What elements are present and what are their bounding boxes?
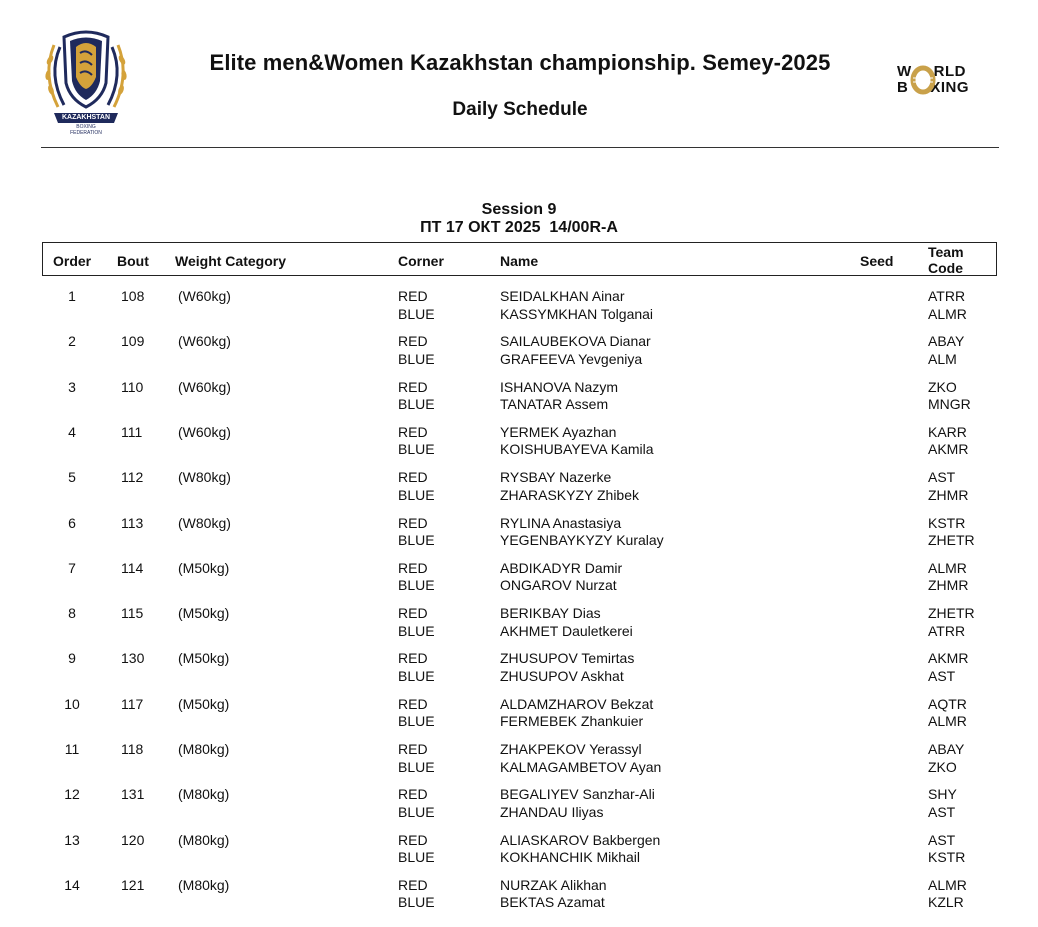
team-code-cell [928, 605, 975, 640]
red-boxer-name: BEGALIYEV Sanzhar-Ali [500, 786, 655, 803]
blue-corner-label: BLUE [398, 849, 435, 866]
blue-boxer-name: KOKHANCHIK Mikhail [500, 849, 641, 866]
red-corner-label: RED [398, 876, 428, 893]
order-cell: 12 [64, 786, 80, 803]
blue-team-code: AST [928, 803, 956, 820]
bout-row [0, 696, 1038, 736]
bout-row [0, 560, 1038, 600]
red-team-code: ALMR [928, 876, 967, 893]
boxer-names-cell [500, 786, 655, 821]
red-boxer-name: ALDAMZHAROV Bekzat [500, 695, 654, 712]
red-corner-label: RED [398, 333, 428, 350]
red-boxer-name: ISHANOVA Nazym [500, 378, 618, 395]
column-header-name: Name [500, 253, 539, 269]
red-boxer-name: BERIKBAY Dias [500, 605, 601, 622]
boxer-names-cell [500, 650, 634, 685]
corner-cell [398, 560, 435, 595]
red-corner-label: RED [398, 695, 428, 712]
header-divider [41, 147, 999, 148]
bout-row [0, 832, 1038, 872]
red-team-code: AQTR [928, 695, 967, 712]
corner-cell [398, 696, 435, 731]
team-code-cell [928, 650, 968, 685]
corner-cell [398, 786, 435, 821]
boxer-names-cell [500, 288, 653, 323]
boxing-ring-icon [910, 65, 936, 95]
team-code-cell [928, 877, 967, 912]
weight-category-cell: (M50kg) [178, 650, 230, 667]
column-header-team-line2: Code [928, 260, 963, 276]
team-code-cell [928, 832, 965, 867]
boxer-names-cell [500, 877, 607, 912]
weight-category-cell: (W60kg) [178, 333, 231, 350]
blue-corner-label: BLUE [398, 486, 435, 503]
boxer-names-cell [500, 605, 633, 640]
bout-number-cell: 130 [121, 650, 145, 667]
order-cell: 1 [68, 288, 76, 304]
corner-cell [398, 515, 435, 550]
weight-category-cell: (M80kg) [178, 786, 230, 803]
blue-corner-label: BLUE [398, 894, 435, 911]
weight-category-cell: (W60kg) [178, 378, 231, 395]
blue-corner-label: BLUE [398, 622, 435, 639]
boxer-names-cell [500, 379, 618, 414]
blue-corner-label: BLUE [398, 803, 435, 820]
weight-category-cell: (M80kg) [178, 831, 230, 848]
red-corner-label: RED [398, 650, 428, 667]
blue-corner-label: BLUE [398, 758, 435, 775]
blue-boxer-name: KASSYMKHAN Tolganai [500, 305, 654, 322]
blue-corner-label: BLUE [398, 305, 435, 322]
order-cell: 11 [64, 741, 80, 757]
blue-team-code: ATRR [928, 622, 966, 639]
bout-number-cell: 131 [121, 786, 145, 803]
blue-corner-label: BLUE [398, 441, 435, 458]
order-cell: 4 [68, 423, 76, 440]
blue-boxer-name: KOISHUBAYEVA Kamila [500, 441, 654, 458]
boxer-names-cell [500, 333, 651, 368]
red-team-code: KSTR [928, 514, 966, 531]
red-team-code: AKMR [928, 650, 969, 667]
red-corner-label: RED [398, 605, 428, 622]
blue-corner-label: BLUE [398, 350, 435, 367]
corner-cell [398, 605, 435, 640]
bout-number-cell: 111 [121, 423, 143, 440]
federation-text-line2: FEDERATION [70, 130, 102, 136]
bout-row [0, 424, 1038, 464]
document-subtitle: Daily Schedule [452, 99, 588, 120]
kazakhstan-boxing-federation-logo [40, 25, 132, 137]
blue-boxer-name: BEKTAS Azamat [500, 894, 605, 911]
blue-team-code: KSTR [928, 849, 966, 866]
order-cell: 2 [68, 333, 76, 350]
red-corner-label: RED [398, 559, 428, 576]
column-header-bout: Bout [117, 253, 149, 269]
weight-category-cell: (W80kg) [178, 514, 231, 531]
order-cell: 5 [68, 469, 76, 486]
red-corner-label: RED [398, 741, 428, 757]
red-team-code: ABAY [928, 741, 965, 757]
bout-row [0, 379, 1038, 419]
weight-category-cell: (M80kg) [178, 741, 230, 757]
corner-cell [398, 877, 435, 912]
blue-corner-label: BLUE [398, 396, 435, 413]
red-boxer-name: SAILAUBEKOVA Dianar [500, 333, 651, 350]
world-boxing-logo [897, 64, 997, 98]
team-code-cell [928, 333, 964, 368]
corner-cell [398, 741, 435, 776]
column-header-order: Order [53, 253, 92, 269]
blue-boxer-name: ZHANDAU Iliyas [500, 803, 604, 820]
world-boxing-b: B [897, 79, 909, 96]
column-header-team-line1: Team [928, 244, 964, 260]
boxer-names-cell [500, 832, 660, 867]
team-code-cell [928, 469, 968, 504]
red-team-code: KARR [928, 423, 967, 440]
weight-category-cell: (M50kg) [178, 605, 230, 622]
blue-boxer-name: ONGAROV Nurzat [500, 577, 617, 594]
boxer-names-cell [500, 515, 664, 550]
document-title: Elite men&Women Kazakhstan championship. Semey-2025 [209, 50, 831, 75]
red-team-code: ATRR [928, 288, 966, 304]
blue-boxer-name: AKHMET Dauletkerei [500, 622, 633, 639]
blue-team-code: MNGR [928, 396, 971, 413]
session-date-time: ПТ 17 ОКТ 2025 14/00R-A [420, 219, 618, 236]
blue-corner-label: BLUE [398, 532, 435, 548]
order-cell: 7 [68, 559, 76, 576]
bout-row [0, 877, 1038, 917]
red-boxer-name: RYLINA Anastasiya [500, 514, 622, 531]
corner-cell [398, 424, 435, 459]
bout-number-cell: 120 [121, 831, 145, 848]
blue-team-code: AST [928, 667, 956, 684]
blue-boxer-name: GRAFEEVA Yevgeniya [500, 350, 643, 367]
weight-category-cell: (W60kg) [178, 423, 231, 440]
corner-cell [398, 379, 435, 414]
red-boxer-name: YERMEK Ayazhan [500, 423, 617, 440]
red-corner-label: RED [398, 786, 428, 803]
red-corner-label: RED [398, 423, 428, 440]
blue-boxer-name: ZHUSUPOV Askhat [500, 667, 624, 684]
bout-number-cell: 110 [121, 378, 144, 395]
column-header-seed: Seed [860, 253, 894, 269]
bout-number-cell: 117 [121, 695, 144, 712]
order-cell: 8 [68, 605, 76, 622]
weight-category-cell: (M50kg) [178, 559, 230, 576]
red-boxer-name: RYSBAY Nazerke [500, 469, 612, 486]
bout-row [0, 515, 1038, 555]
column-header-weight-category: Weight Category [175, 253, 286, 269]
bout-number-cell: 121 [121, 876, 145, 893]
bout-row [0, 288, 1038, 328]
blue-team-code: ZHMR [928, 577, 969, 594]
red-corner-label: RED [398, 378, 428, 395]
blue-team-code: ALM [928, 350, 957, 367]
corner-cell [398, 469, 435, 504]
red-corner-label: RED [398, 514, 428, 531]
blue-team-code: ZHMR [928, 486, 969, 503]
bout-row [0, 333, 1038, 373]
weight-category-cell: (M50kg) [178, 695, 230, 712]
federation-text-line1: BOXING [76, 124, 96, 130]
bout-row [0, 741, 1038, 781]
blue-boxer-name: ZHARASKYZY Zhibek [500, 486, 640, 503]
corner-cell [398, 288, 435, 323]
bout-row [0, 469, 1038, 509]
boxer-names-cell [500, 560, 622, 595]
red-boxer-name: ABDIKADYR Damir [500, 559, 623, 576]
bout-number-cell: 118 [121, 741, 144, 757]
red-boxer-name: ZHAKPEKOV Yerassyl [500, 741, 642, 757]
bout-number-cell: 112 [121, 469, 144, 486]
red-boxer-name: SEIDALKHAN Ainar [500, 288, 625, 304]
corner-cell [398, 333, 435, 368]
blue-team-code: ZHETR [928, 532, 975, 548]
blue-boxer-name: TANATAR Assem [500, 396, 609, 413]
bout-number-cell: 114 [121, 559, 144, 576]
red-team-code: ZHETR [928, 605, 975, 622]
red-team-code: ZKO [928, 378, 957, 395]
red-team-code: SHY [928, 786, 957, 803]
bout-row [0, 605, 1038, 645]
red-team-code: ALMR [928, 559, 967, 576]
bout-number-cell: 109 [121, 333, 145, 350]
blue-team-code: ALMR [928, 305, 967, 322]
order-cell: 14 [64, 876, 80, 893]
federation-banner-text: KAZAKHSTAN [61, 114, 111, 121]
order-cell: 13 [64, 831, 80, 848]
weight-category-cell: (W60kg) [178, 288, 231, 304]
column-header-team-code [928, 244, 964, 276]
blue-team-code: KZLR [928, 894, 964, 911]
blue-corner-label: BLUE [398, 713, 435, 730]
blue-boxer-name: FERMEBEK Zhankuier [500, 713, 644, 730]
team-code-cell [928, 560, 968, 595]
world-boxing-w: W [897, 63, 912, 80]
team-code-cell [928, 696, 967, 731]
order-cell: 3 [68, 378, 76, 395]
red-corner-label: RED [398, 831, 428, 848]
bout-number-cell: 108 [121, 288, 145, 304]
blue-corner-label: BLUE [398, 667, 435, 684]
blue-boxer-name: KALMAGAMBETOV Ayan [500, 758, 662, 775]
world-boxing-xing: XING [930, 79, 970, 96]
column-header-corner: Corner [398, 253, 444, 269]
red-corner-label: RED [398, 469, 428, 486]
boxer-names-cell [500, 741, 661, 776]
boxer-names-cell [500, 696, 653, 731]
order-cell: 9 [68, 650, 76, 667]
red-team-code: ABAY [928, 333, 965, 350]
team-code-cell [928, 741, 964, 776]
bout-number-cell: 113 [121, 514, 144, 531]
boxer-names-cell [500, 424, 654, 459]
team-code-cell [928, 515, 975, 550]
red-boxer-name: ZHUSUPOV Temirtas [500, 650, 635, 667]
blue-team-code: ALMR [928, 713, 967, 730]
weight-category-cell: (M80kg) [178, 876, 230, 893]
blue-team-code: AKMR [928, 441, 969, 458]
team-code-cell [928, 424, 968, 459]
blue-corner-label: BLUE [398, 577, 435, 594]
bout-row [0, 650, 1038, 690]
red-boxer-name: ALIASKAROV Bakbergen [500, 831, 661, 848]
blue-boxer-name: YEGENBAYKYZY Kuralay [500, 532, 664, 548]
world-boxing-rld: RLD [933, 63, 966, 80]
corner-cell [398, 832, 435, 867]
bout-row [0, 786, 1038, 826]
weight-category-cell: (W80kg) [178, 469, 231, 486]
order-cell: 10 [64, 695, 80, 712]
corner-cell [398, 650, 435, 685]
blue-team-code: ZKO [928, 758, 957, 775]
team-code-cell [928, 288, 967, 323]
session-heading [0, 201, 1038, 237]
bout-number-cell: 115 [121, 605, 144, 622]
red-team-code: AST [928, 469, 956, 486]
red-corner-label: RED [398, 288, 428, 304]
order-cell: 6 [68, 514, 76, 531]
red-boxer-name: NURZAK Alikhan [500, 876, 607, 893]
team-code-cell [928, 379, 971, 414]
session-title: Session 9 [481, 201, 557, 218]
red-team-code: AST [928, 831, 956, 848]
team-code-cell [928, 786, 957, 821]
boxer-names-cell [500, 469, 639, 504]
